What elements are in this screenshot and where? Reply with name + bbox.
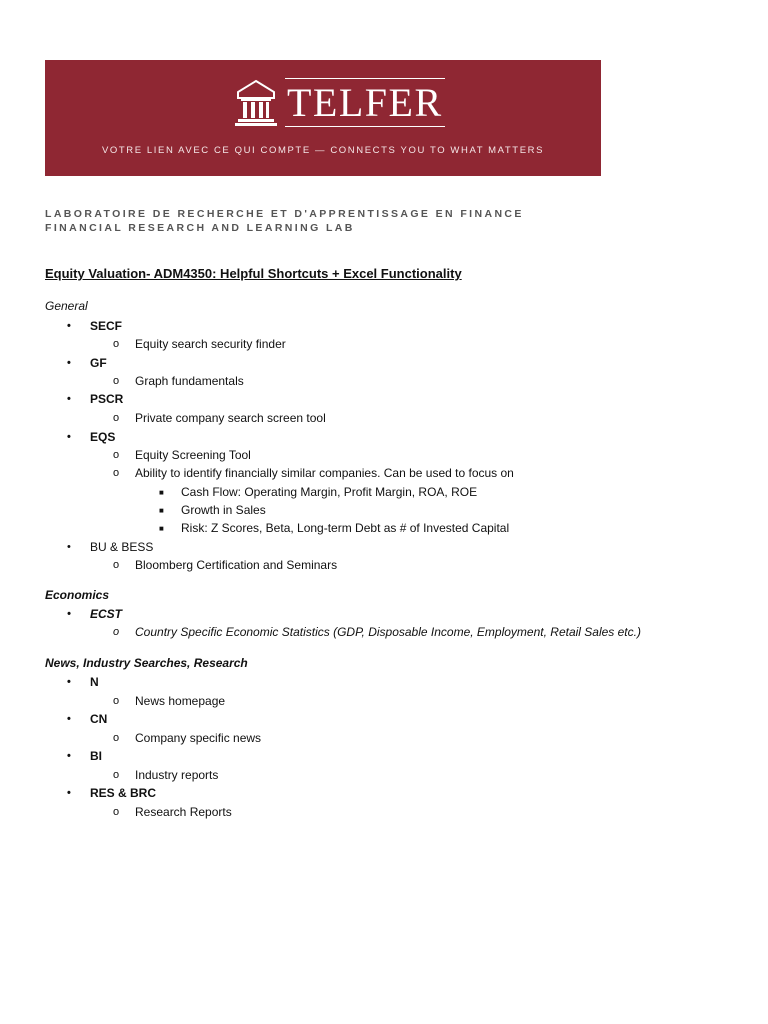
circle-marker: o: [113, 695, 120, 707]
document-title: Equity Valuation- ADM4350: Helpful Shortcuts + Excel Functionality: [45, 266, 462, 281]
list-item: [67, 356, 107, 370]
shortcut-description: Ability to identify financially similar companies. Can be used to focus on: [135, 466, 514, 480]
list-item: [159, 521, 510, 535]
shortcut-label: SECF: [90, 319, 123, 333]
list-item: [67, 786, 157, 800]
shortcut-label: GF: [90, 356, 107, 370]
shortcut-description: Company specific news: [135, 731, 262, 745]
square-marker: ■: [159, 506, 164, 515]
list-item: [113, 466, 514, 480]
list-item: [67, 607, 123, 621]
sub-description: Growth in Sales: [181, 503, 266, 517]
shortcut-label: CN: [90, 712, 108, 726]
shortcut-label: BI: [90, 749, 102, 763]
list-item: [113, 374, 244, 388]
circle-marker: o: [113, 769, 120, 781]
circle-marker: o: [113, 732, 120, 744]
shortcut-label: N: [90, 675, 99, 689]
list-item: [113, 448, 251, 462]
bullet-marker: •: [67, 431, 71, 443]
section-heading-news: News, Industry Searches, Research: [45, 656, 248, 670]
shortcut-description: Graph fundamentals: [135, 374, 244, 388]
list-item: [113, 625, 641, 639]
telfer-banner: [45, 60, 601, 176]
shortcut-label: EQS: [90, 430, 116, 444]
list-item: [113, 411, 326, 425]
circle-marker: o: [113, 338, 120, 350]
bullet-marker: •: [67, 608, 71, 620]
list-item: [159, 503, 266, 517]
shortcut-description: Country Specific Economic Statistics (GDP, Disposable Income, Employment, Retail Sales etc.): [135, 625, 641, 639]
bullet-marker: •: [67, 750, 71, 762]
lab-name-english: FINANCIAL RESEARCH AND LEARNING LAB: [45, 222, 355, 234]
lab-name: [45, 207, 524, 235]
telfer-logo: [233, 78, 445, 128]
bullet-marker: •: [67, 541, 71, 553]
university-building-icon: [233, 78, 279, 128]
lab-name-french: LABORATOIRE DE RECHERCHE ET D'APPRENTISSAGE EN FINANCE: [45, 208, 524, 220]
list-item: [67, 430, 116, 444]
list-item: [67, 675, 99, 689]
shortcut-description: Research Reports: [135, 805, 232, 819]
list-item: [159, 485, 478, 499]
bullet-marker: •: [67, 713, 71, 725]
circle-marker: o: [113, 412, 120, 424]
list-item: [67, 319, 123, 333]
list-item: [113, 694, 226, 708]
shortcut-description: Equity Screening Tool: [135, 448, 251, 462]
list-item: [113, 337, 286, 351]
list-item: [113, 558, 338, 572]
list-item: [113, 768, 219, 782]
logo-wordmark: TELFER: [287, 80, 443, 125]
sub-description: Risk: Z Scores, Beta, Long-term Debt as # of Invested Capital: [181, 521, 510, 535]
circle-marker: o: [113, 375, 120, 387]
bullet-marker: •: [67, 357, 71, 369]
shortcut-label: ECST: [90, 607, 123, 621]
shortcut-description: News homepage: [135, 694, 226, 708]
shortcut-label: RES & BRC: [90, 786, 157, 800]
circle-marker: o: [113, 467, 120, 479]
circle-marker: o: [113, 449, 120, 461]
square-marker: ■: [159, 488, 164, 497]
bullet-marker: •: [67, 393, 71, 405]
list-item: [67, 392, 124, 406]
shortcut-label: PSCR: [90, 392, 124, 406]
circle-marker: o: [113, 626, 120, 638]
bullet-marker: •: [67, 676, 71, 688]
banner-tagline: VOTRE LIEN AVEC CE QUI COMPTE — CONNECTS YOU TO WHAT MATTERS: [101, 145, 545, 156]
list-item: [67, 540, 154, 554]
shortcut-label: BU & BESS: [90, 540, 154, 554]
square-marker: ■: [159, 524, 164, 533]
circle-marker: o: [113, 559, 120, 571]
shortcut-description: Private company search screen tool: [135, 411, 326, 425]
shortcut-description: Equity search security finder: [135, 337, 286, 351]
shortcut-description: Bloomberg Certification and Seminars: [135, 558, 338, 572]
sub-description: Cash Flow: Operating Margin, Profit Margin, ROA, ROE: [181, 485, 478, 499]
circle-marker: o: [113, 806, 120, 818]
list-item: [113, 731, 262, 745]
list-item: [113, 805, 232, 819]
list-item: [67, 712, 108, 726]
bullet-marker: •: [67, 320, 71, 332]
shortcut-description: Industry reports: [135, 768, 219, 782]
list-item: [67, 749, 102, 763]
section-heading-general: General: [45, 299, 88, 313]
section-heading-economics: Economics: [45, 588, 110, 602]
bullet-marker: •: [67, 787, 71, 799]
